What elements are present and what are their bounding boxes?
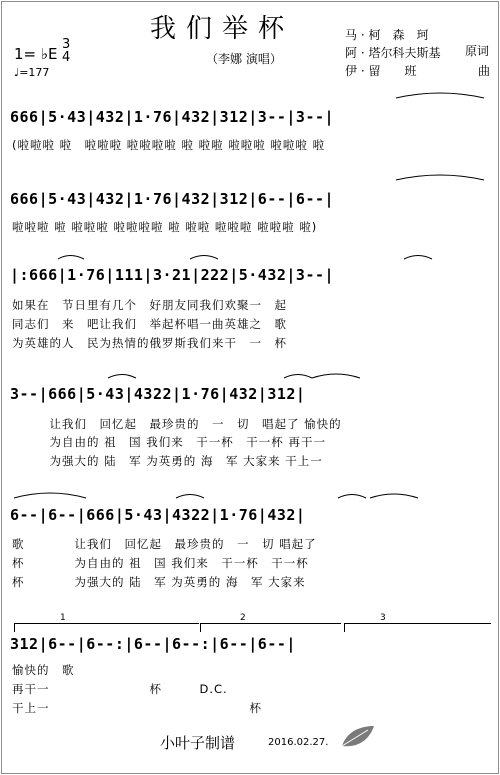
singer-credit: （李娜 演唱） [206,52,282,66]
lyric-line-5-1: 歌 让我们 回忆起 最珍贵的 一 切 唱起了 [12,537,317,551]
slur-row3-a [58,256,84,260]
lyric-line-6-2: 再干一 杯 D.C. [12,682,228,696]
lyric-line-4-2: 为自由的 祖 国 我们来 干一杯 干一杯 再干一 [12,435,326,449]
slur-row3-c [404,256,432,260]
arrangement-date: 2016.02.27. [268,737,329,748]
notation-line-6: 312|6--|6--:|6--|6--:|6--|6--| [10,635,296,653]
lyric-line-4-1: 让我们 回忆起 最珍贵的 一 切 唱起了 愉快的 [12,417,342,431]
lyric-line-5-2: 杯 为自由的 祖 国 我们来 干一杯 干一杯 [12,556,309,570]
slur-row5-b [338,495,366,499]
notation-line-5: 6--|6--|666|5·43|4322|1·76|432| [10,506,306,524]
lyric-line-4-3: 为强大的 陆 军 为英勇的 海 军 大家来 干上一 [12,454,323,468]
tie-row1 [396,93,484,98]
volta-number-2: 2 [240,613,246,623]
slur-row4-a [108,375,136,379]
time-signature-bottom: 4 [62,50,71,65]
tie-row5 [14,493,86,498]
notation-line-4: 3--|666|5·43|4322|1·76|432|312| [10,385,306,403]
lyric-line-3-1: 如果在 节日里有几个 好朋友同我们欢聚一 起 [12,298,287,312]
slur-row4-c [312,374,360,378]
lyricist-role: 原词 [465,44,490,58]
notation-line-3: |:666|1·76|111|3·21|222|5·432|3--| [10,266,335,284]
leaf-logo [338,722,378,752]
song-title: 我们举杯 [150,14,295,44]
time-signature-top: 3 [62,37,71,52]
slur-row3-b [190,256,218,260]
volta-number-1: 1 [60,613,66,623]
lyricist-1: 马 · 柯 森 珂 [345,28,429,42]
lyric-line-3-2: 同志们 来 吧让我们 举起杯唱一曲英雄之 歌 [12,317,287,331]
lyric-line-5-3: 杯 为强大的 陆 军 为英勇的 海 军 大家来 [12,575,306,589]
slur-row4-b [284,375,312,379]
lyric-line-6-3: 干上一 杯 [12,701,262,715]
tempo-marking: ♩=177 [14,66,50,79]
lyric-line-6-1: 愉快的 歌 [12,663,75,677]
lyric-line-2-1: 啦啦啦 啦 啦啦啦 啦啦啦啦 啦 啦啦 啦啦啦 啦啦啦 啦) [12,220,318,234]
arranger-credit: 小叶子制谱 [160,734,236,752]
key-signature: 1= ♭E [14,45,58,63]
slur-row5-a [176,495,204,499]
tie-row2 [396,175,484,180]
slur-row5-c [370,494,418,498]
notation-line-1: 666|5·43|432|1·76|432|312|3--|3--| [10,108,335,126]
composer-role: 曲 [478,64,491,78]
volta-number-3: 3 [380,613,386,623]
composer: 伊 · 留 班 [345,64,417,78]
notation-line-2: 666|5·43|432|1·76|432|312|6--|6--| [10,190,335,208]
lyric-line-3-3: 为英雄的人 民为热情的俄罗斯我们来干 一 杯 [12,336,287,350]
lyricist-2: 阿 · 塔尔科夫斯基 [345,46,441,60]
lyric-line-1-1: (啦啦啦 啦 啦啦啦 啦啦啦啦 啦 啦啦 啦啦啦 啦啦啦 啦 [12,138,326,152]
